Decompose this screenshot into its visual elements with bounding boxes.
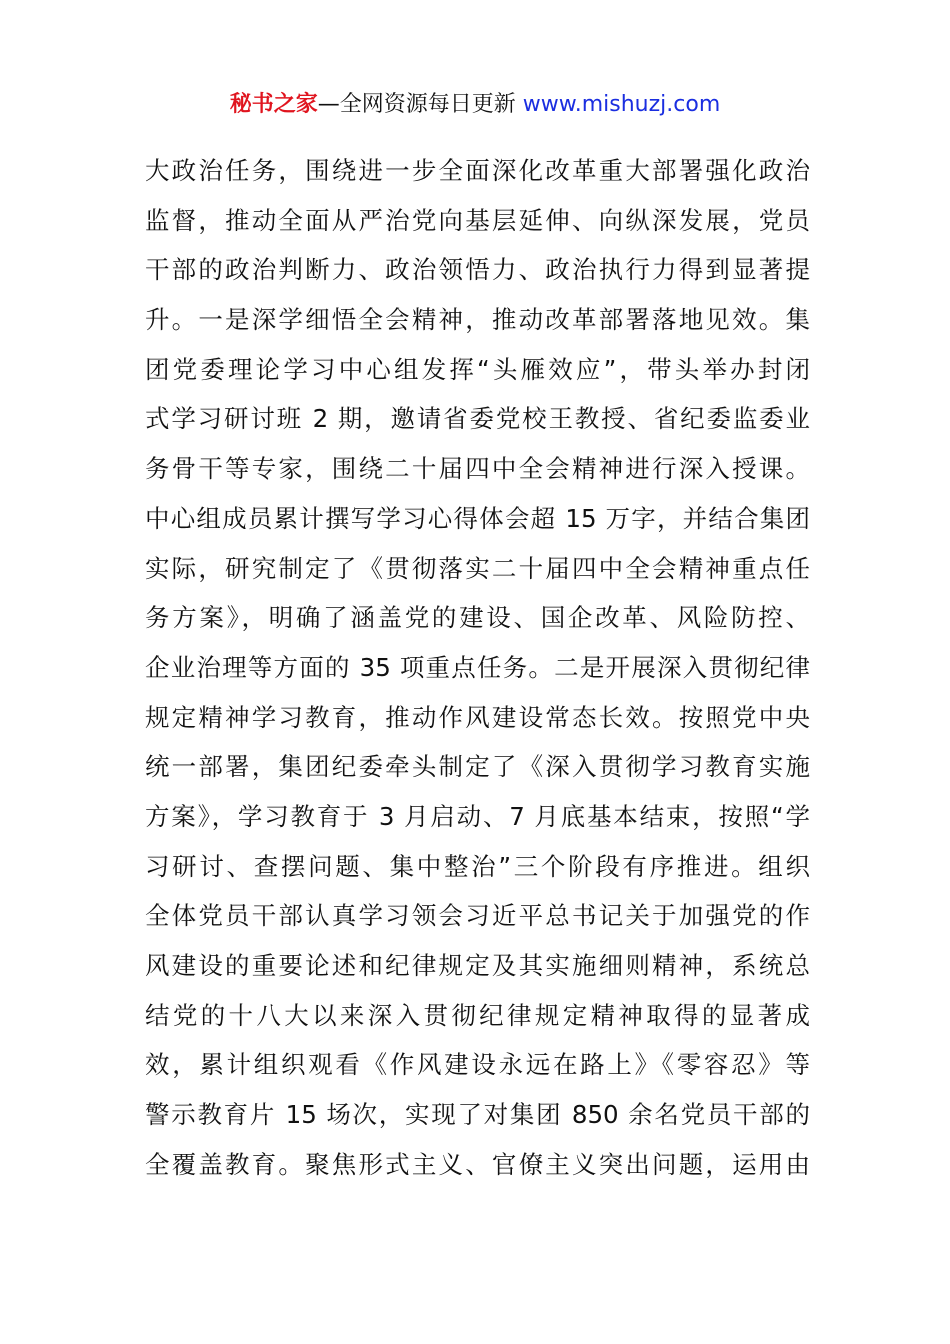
text-line: 升。一是深学细悟全会精神，推动改革部署落地见效。集 xyxy=(145,305,810,335)
text-line: 团党委理论学习中心组发挥“头雁效应”，带头举办封闭 xyxy=(145,354,810,384)
text-line: 监督，推动全面从严治党向基层延伸、向纵深发展，党员 xyxy=(145,205,810,235)
text-line: 统一部署，集团纪委牵头制定了《深入贯彻学习教育实施 xyxy=(145,752,810,782)
text-line: 全覆盖教育。聚焦形式主义、官僚主义突出问题，运用由 xyxy=(145,1149,810,1179)
text-line: 实际，研究制定了《贯彻落实二十届四中全会精神重点任 xyxy=(145,553,810,583)
text-line: 全体党员干部认真学习领会习近平总书记关于加强党的作 xyxy=(145,901,810,931)
text-line: 务方案》，明确了涵盖党的建设、国企改革、风险防控、 xyxy=(145,603,810,633)
text-line: 方案》，学习教育于 3 月启动、7 月底基本结束，按照“学 xyxy=(145,801,810,831)
document-body xyxy=(145,146,810,1189)
page-header xyxy=(0,88,950,122)
text-line: 干部的政治判断力、政治领悟力、政治执行力得到显著提 xyxy=(145,255,810,285)
text-line: 结党的十八大以来深入贯彻纪律规定精神取得的显著成 xyxy=(145,1000,810,1030)
website-link[interactable]: www.mishuzj.com xyxy=(522,92,721,117)
text-line: 企业治理等方面的 35 项重点任务。二是开展深入贯彻纪律 xyxy=(145,652,810,682)
text-line: 大政治任务，围绕进一步全面深化改革重大部署强化政治 xyxy=(145,156,810,185)
text-line: 务骨干等专家，围绕二十届四中全会精神进行深入授课。 xyxy=(145,454,810,484)
text-line: 规定精神学习教育，推动作风建设常态长效。按照党中央 xyxy=(145,702,810,732)
text-line: 风建设的重要论述和纪律规定及其实施细则精神，系统总 xyxy=(145,951,810,980)
text-line: 效，累计组织观看《作风建设永远在路上》《零容忍》等 xyxy=(145,1050,810,1080)
text-line: 中心组成员累计撰写学习心得体会超 15 万字，并结合集团 xyxy=(145,503,810,533)
text-line: 习研讨、查摆问题、集中整治”三个阶段有序推进。组织 xyxy=(145,851,810,881)
brand-name: 秘书之家 xyxy=(229,92,318,117)
text-line: 警示教育片 15 场次，实现了对集团 850 余名党员干部的 xyxy=(145,1100,810,1130)
text-line: 式学习研讨班 2 期，邀请省委党校王教授、省纪委监委业 xyxy=(145,404,810,434)
header-tagline: —全网资源每日更新 xyxy=(317,92,523,117)
